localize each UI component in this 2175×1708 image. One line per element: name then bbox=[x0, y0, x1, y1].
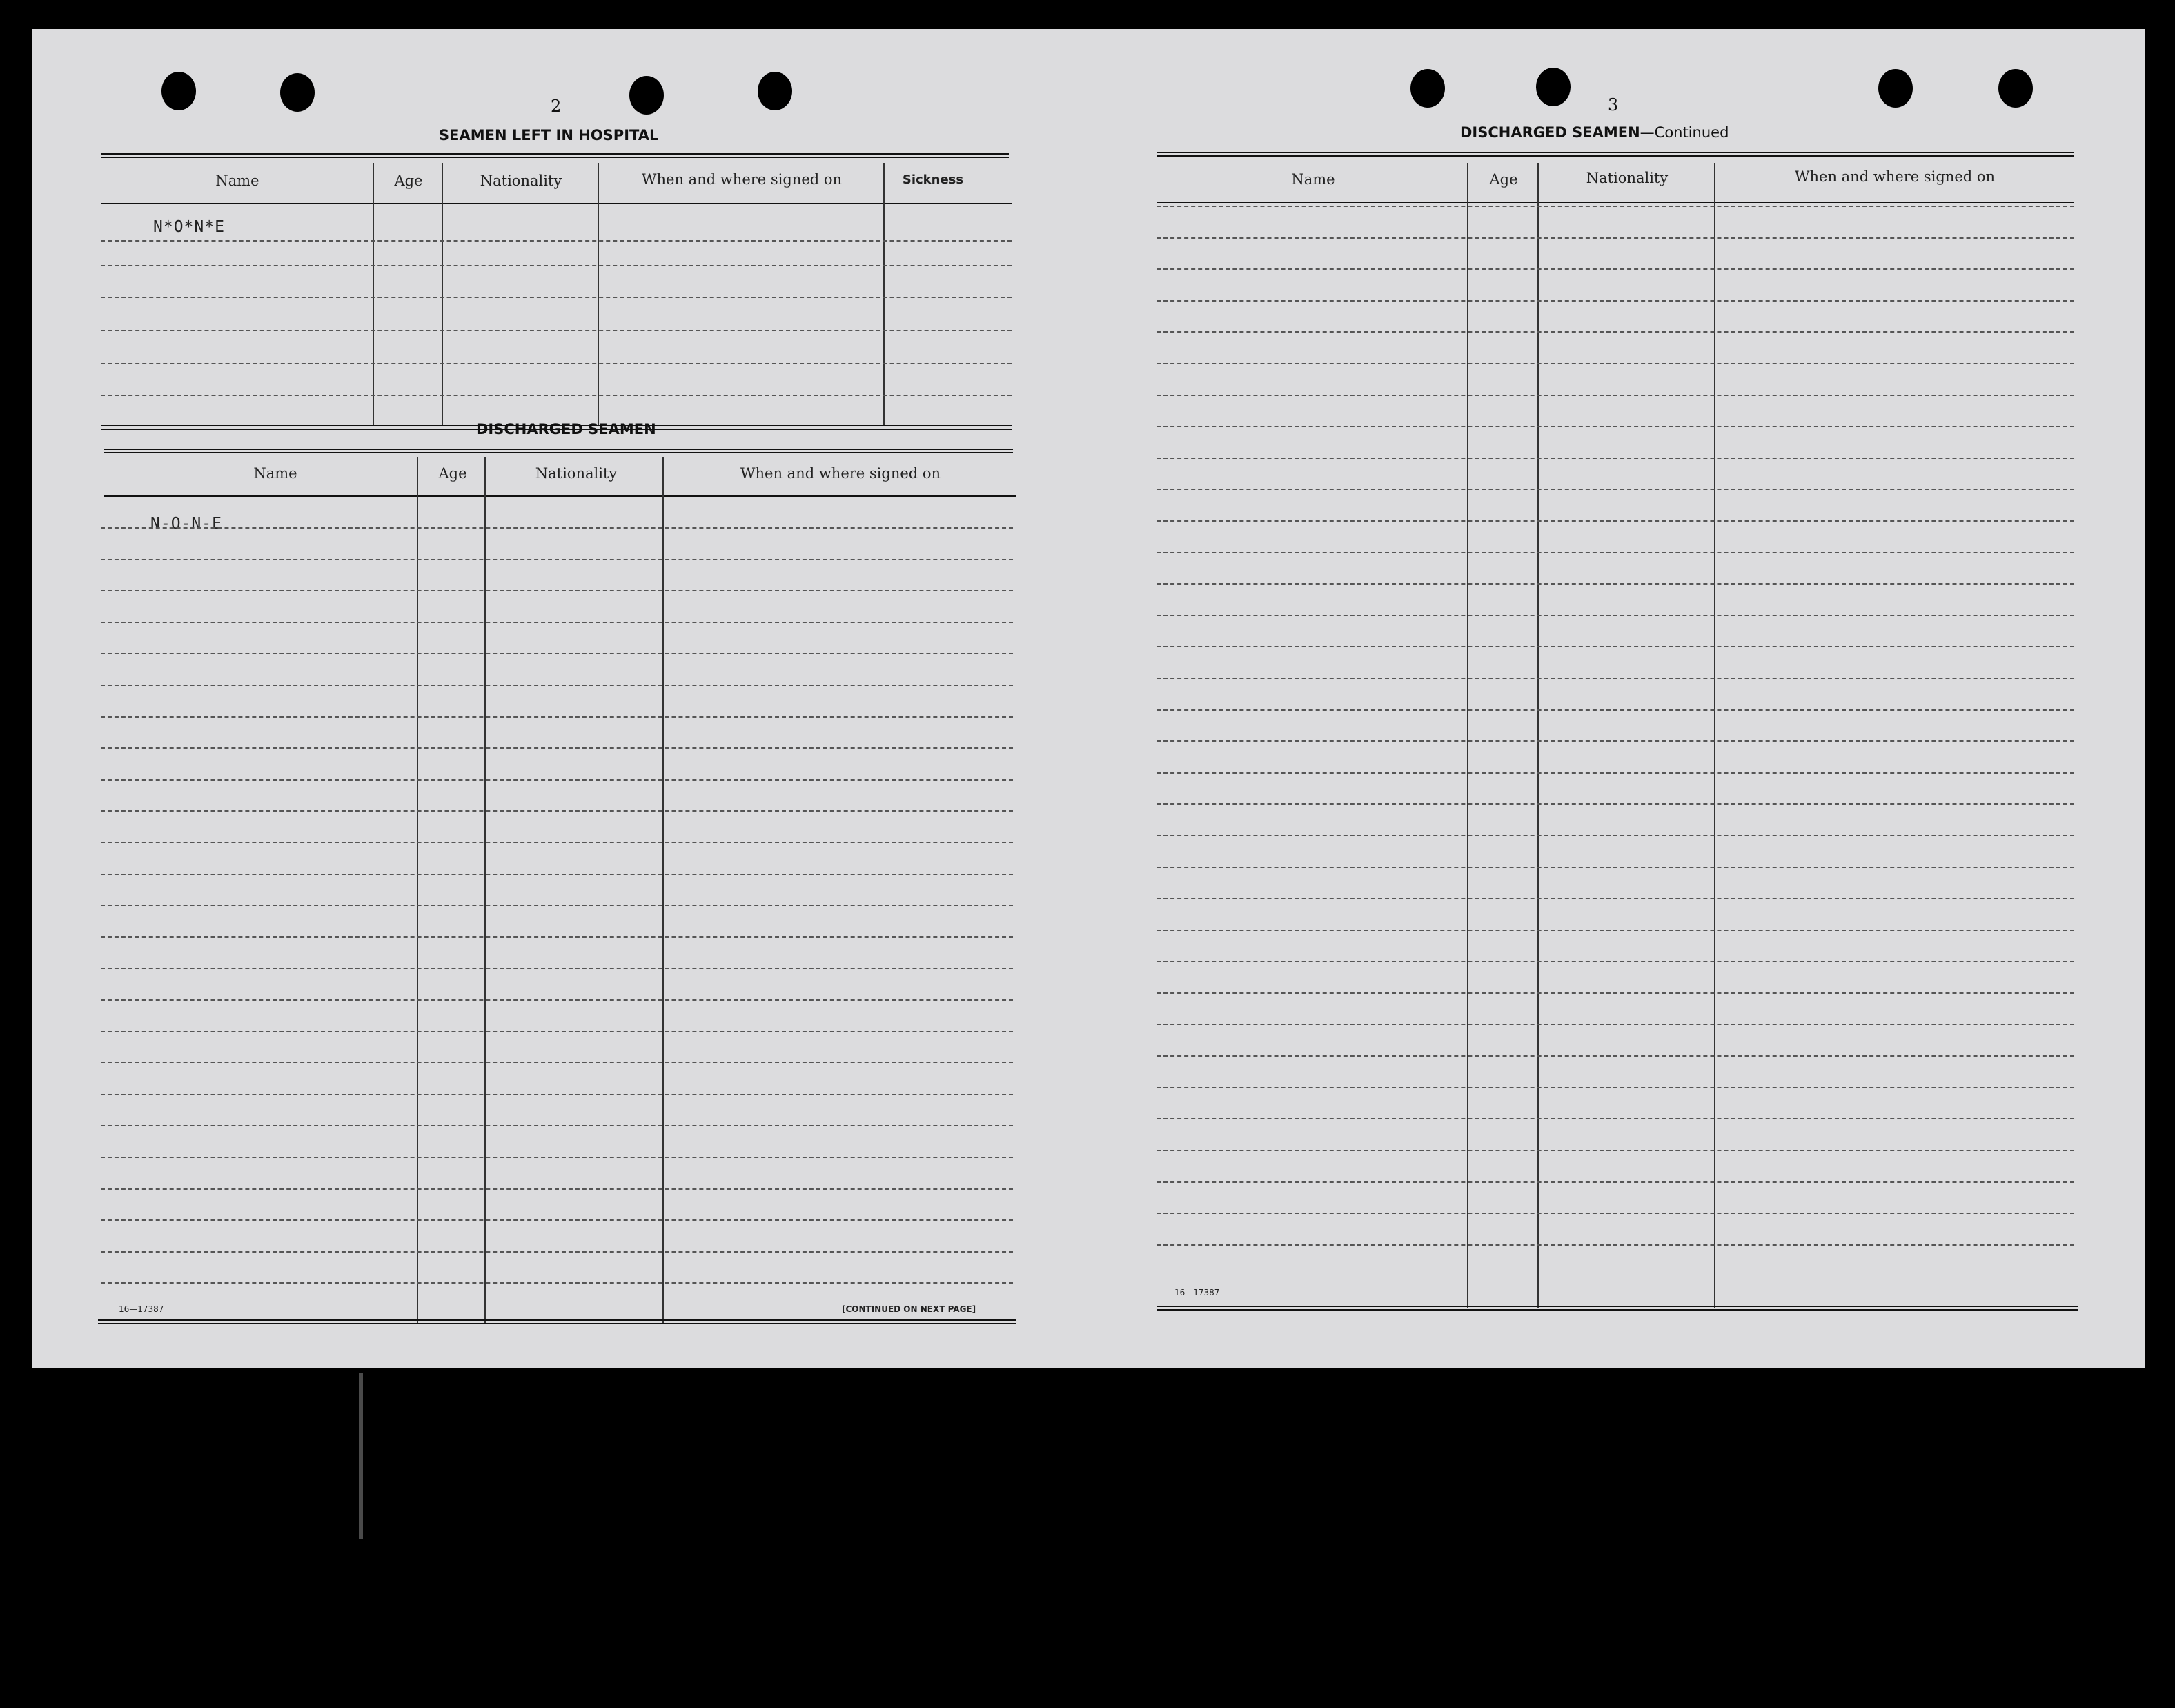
header-bottom-rule bbox=[101, 203, 1012, 204]
col-header-age: Age bbox=[438, 465, 467, 482]
header-rule bbox=[101, 153, 1009, 158]
col-header-signed-on: When and where signed on bbox=[641, 171, 843, 188]
row-line bbox=[101, 810, 1013, 812]
row-line bbox=[101, 779, 1013, 781]
row-line bbox=[101, 240, 1012, 242]
row-line bbox=[1157, 1087, 2074, 1088]
column-divider bbox=[1537, 163, 1539, 1308]
row-line bbox=[1157, 992, 2074, 994]
row-line bbox=[1157, 206, 2074, 207]
punch-hole bbox=[161, 72, 196, 110]
row-line bbox=[101, 622, 1013, 623]
row-line bbox=[1157, 1118, 2074, 1119]
row-line bbox=[1157, 1055, 2074, 1057]
row-line bbox=[1157, 646, 2074, 647]
form-number: 16—17387 bbox=[1174, 1288, 1220, 1297]
row-line bbox=[1157, 615, 2074, 616]
row-line bbox=[101, 1031, 1013, 1032]
punch-hole bbox=[1410, 69, 1445, 108]
row-line bbox=[101, 874, 1013, 875]
row-line bbox=[1157, 1150, 2074, 1151]
page-number: 3 bbox=[1608, 95, 1619, 115]
row-line bbox=[101, 297, 1012, 298]
col-header-name: Name bbox=[215, 173, 259, 189]
row-line bbox=[101, 716, 1013, 718]
column-divider bbox=[598, 163, 599, 426]
col-header-name: Name bbox=[1291, 171, 1335, 188]
col-header-signed-on: When and where signed on bbox=[1794, 168, 1996, 185]
row-line bbox=[1157, 930, 2074, 931]
row-line bbox=[1157, 520, 2074, 522]
title-text: DISCHARGED SEAMEN bbox=[1460, 124, 1640, 141]
continued-note: [CONTINUED ON NEXT PAGE] bbox=[842, 1304, 976, 1314]
col-header-nationality: Nationality bbox=[480, 173, 562, 189]
row-line bbox=[101, 330, 1012, 331]
row-line bbox=[101, 747, 1013, 749]
row-line bbox=[1157, 458, 2074, 459]
column-divider bbox=[1714, 163, 1715, 1308]
row-line bbox=[101, 1219, 1013, 1221]
row-line bbox=[101, 968, 1013, 969]
hospital-entry-none: N*O*N*E bbox=[153, 218, 225, 236]
row-line bbox=[101, 1188, 1013, 1190]
column-divider bbox=[484, 457, 486, 1324]
row-line bbox=[1157, 803, 2074, 805]
row-line bbox=[101, 653, 1013, 654]
section-title-discharged: DISCHARGED SEAMEN bbox=[476, 421, 656, 438]
row-line bbox=[1157, 489, 2074, 490]
section-title-hospital: SEAMEN LEFT IN HOSPITAL bbox=[439, 127, 659, 144]
punch-hole bbox=[280, 73, 315, 112]
row-line bbox=[1157, 426, 2074, 427]
row-line bbox=[101, 1282, 1013, 1284]
row-line bbox=[1157, 300, 2074, 302]
row-line bbox=[1157, 961, 2074, 962]
row-line bbox=[101, 1062, 1013, 1063]
col-header-nationality: Nationality bbox=[535, 465, 618, 482]
section-bottom-rule bbox=[98, 1319, 1016, 1324]
row-line bbox=[101, 999, 1013, 1001]
row-line bbox=[101, 936, 1013, 938]
discharged-entry-none: N-O-N-E bbox=[150, 515, 222, 533]
row-line bbox=[1157, 583, 2074, 585]
col-header-signed-on: When and where signed on bbox=[740, 465, 941, 482]
row-line bbox=[1157, 331, 2074, 333]
column-divider bbox=[883, 163, 885, 426]
column-divider bbox=[442, 163, 443, 426]
col-header-sickness: Sickness bbox=[902, 173, 964, 187]
col-header-nationality: Nationality bbox=[1586, 170, 1669, 186]
row-line bbox=[1157, 395, 2074, 396]
row-line bbox=[1157, 835, 2074, 836]
header-bottom-rule bbox=[1157, 202, 2074, 203]
punch-hole bbox=[758, 72, 792, 110]
title-suffix: —Continued bbox=[1640, 124, 1729, 141]
column-divider bbox=[1467, 163, 1468, 1308]
film-scratch bbox=[359, 1373, 363, 1539]
row-line bbox=[1157, 237, 2074, 239]
row-line bbox=[1157, 552, 2074, 553]
header-bottom-rule bbox=[104, 495, 1016, 497]
row-line bbox=[101, 363, 1012, 364]
row-line bbox=[101, 685, 1013, 686]
row-line bbox=[1157, 678, 2074, 679]
row-line bbox=[101, 527, 1013, 529]
row-line bbox=[1157, 1244, 2074, 1246]
section-bottom-rule bbox=[1157, 1306, 2078, 1311]
document-sheet bbox=[32, 29, 2145, 1368]
row-line bbox=[1157, 772, 2074, 774]
row-line bbox=[101, 590, 1013, 591]
row-line bbox=[101, 395, 1012, 396]
punch-hole bbox=[1878, 69, 1913, 108]
header-rule bbox=[104, 449, 1013, 453]
punch-hole bbox=[1536, 68, 1571, 106]
col-header-age: Age bbox=[1489, 171, 1518, 188]
row-line bbox=[101, 1125, 1013, 1126]
row-line bbox=[101, 265, 1012, 266]
row-line bbox=[1157, 1024, 2074, 1025]
row-line bbox=[101, 842, 1013, 843]
row-line bbox=[101, 905, 1013, 906]
punch-hole bbox=[629, 76, 664, 115]
row-line bbox=[1157, 1181, 2074, 1183]
row-line bbox=[101, 1157, 1013, 1158]
col-header-name: Name bbox=[253, 465, 297, 482]
column-divider bbox=[373, 163, 374, 426]
col-header-age: Age bbox=[394, 173, 423, 189]
row-line bbox=[1157, 898, 2074, 899]
row-line bbox=[1157, 740, 2074, 742]
row-line bbox=[101, 1094, 1013, 1095]
section-title-discharged-continued bbox=[1460, 124, 1729, 141]
row-line bbox=[1157, 268, 2074, 270]
row-line bbox=[1157, 867, 2074, 868]
row-line bbox=[101, 1251, 1013, 1253]
row-line bbox=[1157, 1213, 2074, 1214]
column-divider bbox=[417, 457, 418, 1324]
row-line bbox=[1157, 709, 2074, 711]
row-line bbox=[101, 559, 1013, 560]
column-divider bbox=[662, 457, 664, 1324]
page-number: 2 bbox=[551, 97, 562, 116]
header-rule bbox=[1157, 152, 2074, 157]
punch-hole bbox=[1998, 69, 2033, 108]
row-line bbox=[1157, 363, 2074, 364]
form-number: 16—17387 bbox=[119, 1304, 164, 1314]
